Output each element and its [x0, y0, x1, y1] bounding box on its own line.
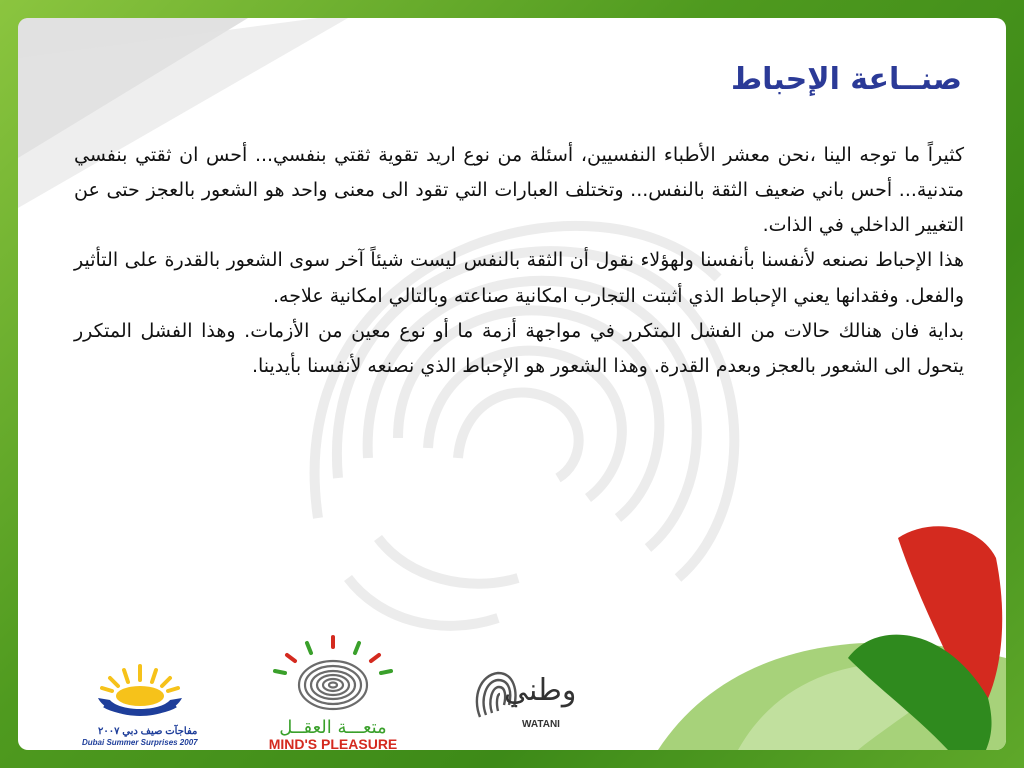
slide-body	[74, 138, 964, 384]
dss-english-label: Dubai Summer Surprises 2007	[82, 738, 198, 747]
sponsor-logos	[18, 618, 1006, 750]
dubai-summer-surprises-logo	[80, 660, 202, 747]
paragraph-1: كثيراً ما توجه الينا ،نحن معشر الأطباء النفسيين، أسئلة من نوع اريد تقوية ثقتي بنفسي... أحس ان ثقتي بنفسي متدنية... أحس باني ضعيف الثقة بالنفس... وتختلف العبارات التي تقود الى معنى واحد هو الشعور بالعجز حتى عن التغيير الداخلي في الذات.	[74, 144, 964, 237]
dss-arabic-label: مفاجآت صيف دبي ٢٠٠٧	[98, 726, 198, 737]
watani-arabic-label: وطني	[504, 673, 577, 708]
paragraph-2: هذا الإحباط نصنعه لأنفسنا بأنفسنا ولهؤلاء نقول أن الثقة بالنفس ليست شيئاً آخر سوى الشعور بالقدرة على التأثير والفعل. وفقدانها يعني الإحباط الذي أثبتت التجارب امكانية صناعته وبالتالي امكانية علاجه.	[74, 249, 964, 307]
minds-pleasure-arabic-label: متعـــة العقــل	[279, 717, 387, 738]
slide	[18, 18, 1006, 750]
minds-pleasure-fingerprint-icon	[233, 633, 433, 713]
watani-logo	[466, 663, 596, 743]
minds-pleasure-english-label: MIND'S PLEASURE	[268, 736, 398, 750]
minds-pleasure-logo	[233, 633, 433, 748]
paragraph-3: بداية فان هنالك حالات من الفشل المتكرر في مواجهة أزمة ما أو نوع معين من الأزمات. وهذا الفشل المتكرر يتحول الى الشعور بالعجز وبعدم القدرة. وهذا الشعور هو الإحباط الذي نصنعه لأنفسنا بأيدينا.	[74, 319, 964, 377]
slide-title: صنــاعة الإحباط	[730, 62, 962, 97]
watani-english-label: WATANI	[522, 719, 560, 730]
